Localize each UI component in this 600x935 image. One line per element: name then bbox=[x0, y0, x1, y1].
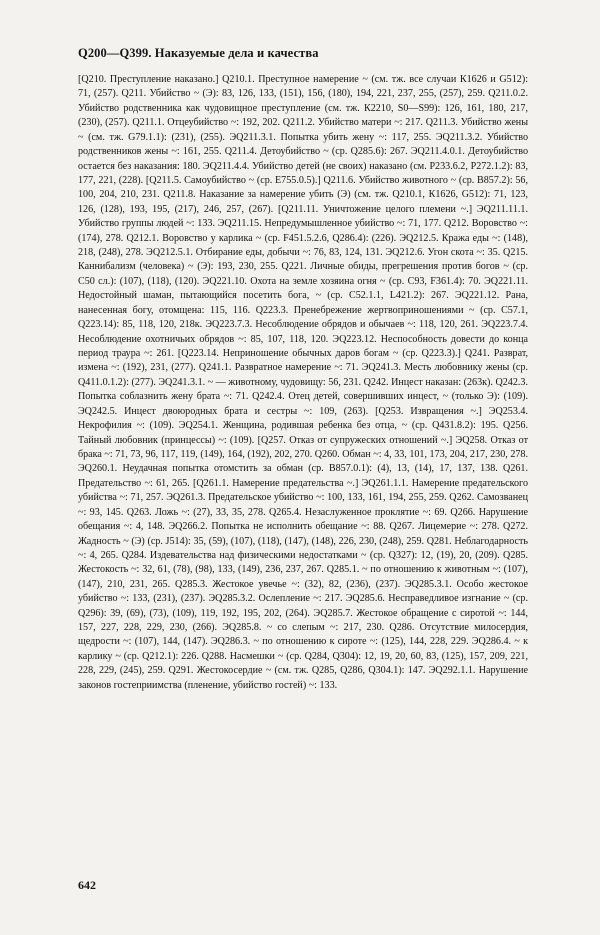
index-paragraph: [Q210. Преступление наказано.] Q210.1. Преступное намерение ~ (см. тж. все случаи К1626 и G512): 71, (257). Q211. Убийство ~ (Э): 83, 126, 133, (151), 156, (180), 194, 221, 237, 255, (257), 259. Q211.0.2. Убийство родственника как чудовищное преступление (см. тж. К2210, S0—S99): 126, 161, 180, 217, (230), (257). Q211.1. Отцеубийство ~: 192, 202. Q211.2. Убийство матери ~: 217. Q211.3. Убийство жены ~ (см. тж. G79.1.1): (231), (255). ЭQ211.3.1. Попытка убить жену ~: 117, 255. ЭQ211.3.2. Убийство родственников жены ~: 161, 255. Q211.4. Детоубийство ~ (ср. Q285.6): 267. ЭQ211.4.0.1. Детоубийство остается без наказания: 180. ЭQ211.4.4. Убийство детей (не своих) наказано (см. Р233.6.2, Р272.1.2): 83, 177, 221, (228). [Q211.5. Самоубийство ~ (ср. Е755.0.5).] Q211.6. Убийство животного ~ (ср. В857.2): 56, 100, 204, 210, 231. Q211.8. Наказание за намерение убить (Э) (см. тж. Q210.1, К1626, G512): 71, 123, 126, (128), 193, 195, (217), 246, 257, (267). [Q211.11. Уничтожение целого племени ~.] ЭQ211.11.1. Убийство группы людей ~: 133. ЭQ211.15. Непредумышленное убийство ~: 71, 177. Q212. Воровство ~: (174), 278. Q212.1. Воровство у карлика ~ (ср. F451.5.2.6, Q286.4): (226). ЭQ212.5. Кража еды ~: (148), 218, (248), 278. ЭQ212.5.1. Отбирание еды, добычи ~: 76, 83, 124, 131. ЭQ212.6. Угон скота ~: 35. Q215. Каннибализм (человека) ~ (Э): 193, 230, 255. Q221. Личные обиды, прегрешения против богов ~ (ср. С50 сл.): (107), (118), (120). ЭQ221.10. Охота на земле хозяина огня ~ (ср. С93, F361.4): 70. ЭQ221.11. Недостойный шаман, пытающийся посетить бога, ~ (ср. С52.1.1, L421.2): 267. ЭQ221.12. Рана, нанесенная богу, отомщена: 115, 116. Q223.3. Пренебрежение жертвоприношениями ~ (ср. С57.1, Q223.14): 85, 118, 120, 218к. ЭQ223.7.3. Несоблюдение обрядов и обычаев ~: 118, 120, 261. ЭQ223.7.4. Несоблюдение охотничьих обрядов ~: 85, 107, 118, 120. ЭQ223.12. Неспособность довести до конца период траура ~: 261. [Q223.14. Непринoшение обычных даров богам ~ (ср. Q223.3).] Q241. Разврат, измена ~: (192), 231, (277). Q241.1. Развратное намерение ~: 71. ЭQ241.3. Месть любовнику жены (ср. Q411.0.1.2): (277). ЭQ241.3.1. ~ — животному, чудовищу: 56, 231. Q242. Инцест наказан: (263к). Q242.3. Попытка соблазнить жену брата ~: 71. Q242.4. Отец детей, совершивших инцест, ~ (только Э): (109). ЭQ242.5. Инцест двоюродных брата и сестры ~: 109, (263). [Q253. Извращения ~.] ЭQ253.4. Некрофилия ~: (109). ЭQ254.1. Женщина, родившая ребенка без отца, ~ (ср. Q431.8.2): 195. Q256. Тайный любовник (принцессы) ~: (109). [Q257. Отказ от супружеских отношений ~.] ЭQ258. Отказ от брака ~: 71, 73, 96, 117, 119, (149), 164, (192), 202, 270. Q260. Обман ~: 4, 33, 101, 173, 204, 217, 230, 278. ЭQ260.1. Неудачная попытка отомстить за обман (ср. В857.0.1): (4), 13, (14), 17, 137, 138. Q261. Предательство ~: 61, 265. [Q261.1. Намерение предательства ~.] ЭQ261.1.1. Намерение предательского убийства ~: 71, 257. ЭQ261.3. Предательское убийство ~: 100, 133, 161, 194, 255, 259. Q262. Самозванец ~: 93, 145. Q263. Ложь ~: (27), 33, 35, 278. Q265.4. Незаслуженное проклятие ~: 69. Q266. Нарушение обещания ~: 4, 148. ЭQ266.2. Попытка не исполнить обещание ~: 88. Q267. Лицемерие ~: 278. Q272. Жадность ~ (Э) (ср. J514): 35, (59), (107), (118), (147), (148), 226, 230, (248), 259. Q281. Неблагодарность ~: 4, 265. Q284. Издевательства над физическими недостатками ~ (ср. Q327): 12, (19), 20, (209). Q285. Жестокость ~: 32, 61, (78), (98), 133, (149), 236, 237, 267. Q285.1. ~ по отношению к животным ~: (107), (147), 210, 231, 265. Q285.3. Жестокое увечье ~: (32), 82, (236), (237). ЭQ285.3.1. Особо жестокое убийство ~: 133, (231), (237). ЭQ285.3.2. Ослепление ~: 217. ЭQ285.6. Несправедливое изгнание ~ (ср. Q296): 39, (69), (73), (109), 119, 192, 195, 202, (264). ЭQ285.7. Жестокое обращение с сиротой ~: 144, 157, 227, 228, 229, 230, (266). ЭQ285.8. ~ со слепым ~: 217, 230. Q286. Отсутствие милосердия, щедрости ~: (107), 144, (147). ЭQ286.3. ~ по отношению к сироте ~: (125), 144, 228, 229. ЭQ286.4. ~ к карлику ~ (ср. Q212.1): 226. Q288. Насмешки ~ (ср. Q284, Q304): 12, 19, 20, 60, 83, (125), 157, 209, 221, 228, 229, (245), 259. Q291. Жестокосердие ~ (см. тж. Q285, Q286, Q304.1): 147. ЭQ292.1.1. Нарушение законов гостеприимства (пленение, убийство гостей) ~: 133. bbox=[78, 74, 528, 691]
page-number: 642 bbox=[78, 878, 96, 892]
running-header: Q200—Q399. Наказуемые дела и качества bbox=[78, 46, 319, 60]
index-body bbox=[78, 73, 528, 693]
